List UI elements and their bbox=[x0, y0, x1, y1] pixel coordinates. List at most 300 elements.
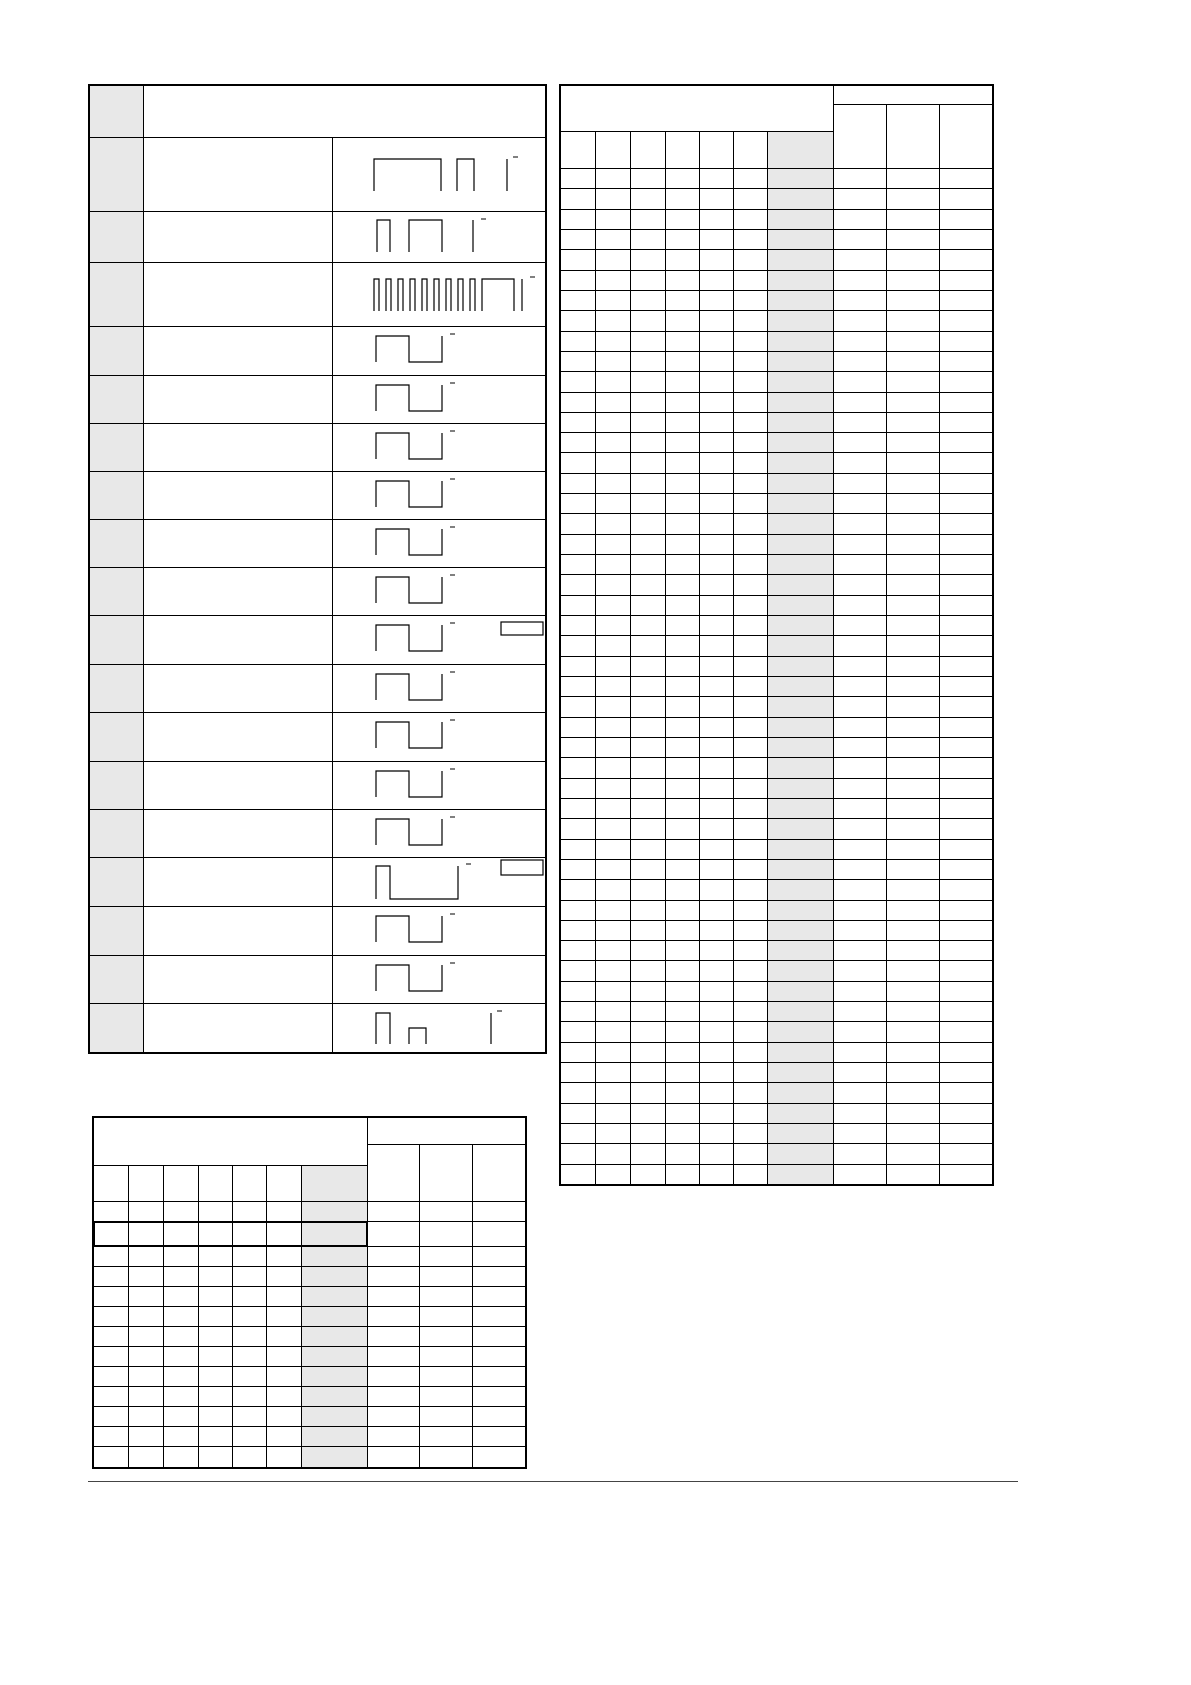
table-cell bbox=[472, 1286, 526, 1307]
table-cell bbox=[665, 1021, 700, 1043]
table-cell bbox=[886, 757, 940, 779]
table-cell bbox=[733, 595, 768, 616]
description-cell bbox=[143, 761, 333, 810]
table-cell bbox=[128, 1286, 164, 1307]
table-cell bbox=[833, 1082, 887, 1104]
table-cell bbox=[665, 310, 700, 332]
table-cell bbox=[699, 940, 734, 961]
table-cell bbox=[733, 432, 768, 453]
waveform-trace bbox=[376, 916, 442, 942]
table-cell bbox=[699, 879, 734, 901]
table-cell bbox=[128, 1266, 164, 1287]
waveform-cell bbox=[332, 857, 546, 907]
table-cell bbox=[939, 331, 993, 352]
table-cell bbox=[630, 473, 666, 494]
table-cell bbox=[630, 656, 666, 677]
table-cell bbox=[665, 595, 700, 616]
table-cell bbox=[939, 473, 993, 494]
table-cell bbox=[939, 452, 993, 474]
table-cell bbox=[699, 229, 734, 250]
table-cell bbox=[886, 940, 940, 961]
table-cell bbox=[699, 818, 734, 840]
table-cell bbox=[630, 879, 666, 901]
table-cell bbox=[699, 168, 734, 189]
shaded-cell bbox=[767, 1062, 834, 1083]
table-cell bbox=[630, 1021, 666, 1043]
header-cell bbox=[939, 104, 993, 169]
table-cell bbox=[595, 412, 631, 433]
description-cell bbox=[143, 567, 333, 616]
table-cell bbox=[630, 676, 666, 697]
shaded-cell bbox=[767, 635, 834, 657]
table-cell bbox=[733, 676, 768, 697]
table-cell bbox=[367, 1386, 420, 1407]
table-cell bbox=[699, 392, 734, 413]
table-cell bbox=[595, 940, 631, 961]
table-cell bbox=[939, 615, 993, 636]
table-cell bbox=[163, 1221, 199, 1247]
table-cell bbox=[595, 879, 631, 901]
table-cell bbox=[665, 839, 700, 860]
table-cell bbox=[886, 249, 940, 271]
shaded-cell bbox=[89, 326, 144, 376]
table-cell bbox=[560, 270, 596, 291]
table-cell bbox=[733, 534, 768, 555]
table-cell bbox=[939, 839, 993, 860]
table-cell bbox=[939, 696, 993, 718]
table-cell bbox=[665, 940, 700, 961]
table-cell bbox=[595, 270, 631, 291]
table-cell bbox=[939, 554, 993, 575]
shaded-cell bbox=[301, 1446, 368, 1468]
table-cell bbox=[833, 432, 887, 453]
table-cell bbox=[939, 859, 993, 880]
table-cell bbox=[886, 534, 940, 555]
waveform-trace bbox=[374, 159, 441, 191]
table-cell bbox=[665, 798, 700, 819]
table-cell bbox=[939, 1062, 993, 1083]
table-cell bbox=[733, 757, 768, 779]
table-cell bbox=[595, 432, 631, 453]
table-cell bbox=[699, 412, 734, 433]
table-cell bbox=[595, 1103, 631, 1124]
table-cell bbox=[93, 1446, 129, 1468]
table-cell bbox=[733, 392, 768, 413]
table-cell bbox=[699, 513, 734, 535]
table-cell bbox=[833, 473, 887, 494]
table-cell bbox=[595, 1164, 631, 1185]
shaded-cell bbox=[89, 615, 144, 665]
table-cell bbox=[939, 1103, 993, 1124]
table-cell bbox=[560, 981, 596, 1002]
table-cell bbox=[939, 290, 993, 311]
table-cell bbox=[886, 656, 940, 677]
table-cell bbox=[163, 1426, 199, 1447]
table-cell bbox=[733, 635, 768, 657]
table-cell bbox=[198, 1286, 233, 1307]
table-cell bbox=[560, 554, 596, 575]
header-cell bbox=[198, 1165, 233, 1202]
shaded-cell bbox=[767, 452, 834, 474]
table-cell bbox=[595, 351, 631, 372]
table-cell bbox=[630, 778, 666, 799]
table-cell bbox=[699, 432, 734, 453]
table-cell bbox=[886, 1143, 940, 1165]
table-cell bbox=[630, 737, 666, 758]
table-cell bbox=[733, 1021, 768, 1043]
table-cell bbox=[367, 1306, 420, 1327]
table-cell bbox=[833, 859, 887, 880]
table-cell bbox=[939, 534, 993, 555]
table-cell bbox=[232, 1446, 267, 1468]
table-cell bbox=[833, 229, 887, 250]
table-cell bbox=[886, 635, 940, 657]
table-cell bbox=[733, 1042, 768, 1063]
table-cell bbox=[699, 574, 734, 596]
table-cell bbox=[665, 615, 700, 636]
table-cell bbox=[266, 1426, 302, 1447]
table-cell bbox=[93, 1406, 129, 1427]
waveform-trace bbox=[376, 819, 442, 845]
shaded-cell bbox=[301, 1346, 368, 1367]
waveform-cell bbox=[332, 906, 546, 956]
table-cell bbox=[266, 1286, 302, 1307]
table-cell bbox=[630, 1082, 666, 1104]
shaded-cell bbox=[767, 818, 834, 840]
header-cell bbox=[665, 131, 700, 169]
waveform-cell bbox=[332, 375, 546, 424]
shaded-cell bbox=[767, 371, 834, 393]
table-cell bbox=[560, 717, 596, 738]
table-cell bbox=[128, 1446, 164, 1468]
waveform-diagram bbox=[333, 858, 546, 907]
waveform-cell bbox=[332, 326, 546, 376]
table-cell bbox=[833, 209, 887, 230]
table-cell bbox=[733, 249, 768, 271]
table-cell bbox=[699, 859, 734, 880]
table-cell bbox=[665, 209, 700, 230]
table-cell bbox=[939, 981, 993, 1002]
table-cell bbox=[560, 595, 596, 616]
description-cell bbox=[143, 326, 333, 376]
table-cell bbox=[833, 513, 887, 535]
table-cell bbox=[733, 798, 768, 819]
table-cell bbox=[665, 676, 700, 697]
table-cell bbox=[128, 1326, 164, 1347]
table-cell bbox=[630, 270, 666, 291]
table-cell bbox=[665, 412, 700, 433]
table-cell bbox=[886, 209, 940, 230]
waveform-cell bbox=[332, 615, 546, 665]
table-cell bbox=[419, 1326, 473, 1347]
shaded-cell bbox=[767, 351, 834, 372]
shaded-header-cell bbox=[767, 131, 834, 169]
table-cell bbox=[733, 310, 768, 332]
table-cell bbox=[886, 452, 940, 474]
table-cell bbox=[560, 818, 596, 840]
header-cell bbox=[232, 1165, 267, 1202]
table-cell bbox=[93, 1326, 129, 1347]
shaded-cell bbox=[767, 1143, 834, 1165]
waveform-cell bbox=[332, 712, 546, 762]
waveform-trace bbox=[409, 1028, 426, 1044]
table-cell bbox=[560, 656, 596, 677]
table-cell bbox=[833, 310, 887, 332]
table-cell bbox=[630, 229, 666, 250]
table-cell bbox=[128, 1386, 164, 1407]
table-cell bbox=[595, 290, 631, 311]
waveform-diagram bbox=[333, 568, 546, 616]
shaded-cell bbox=[767, 676, 834, 697]
table-cell bbox=[733, 1001, 768, 1022]
table-cell bbox=[367, 1406, 420, 1427]
table-cell bbox=[560, 1103, 596, 1124]
table-cell bbox=[419, 1266, 473, 1287]
shaded-cell bbox=[301, 1221, 368, 1247]
table-cell bbox=[939, 1143, 993, 1165]
table-cell bbox=[560, 879, 596, 901]
header-cell bbox=[560, 85, 834, 132]
table-cell bbox=[939, 432, 993, 453]
table-cell bbox=[560, 371, 596, 393]
shaded-cell bbox=[767, 432, 834, 453]
table-cell bbox=[886, 859, 940, 880]
waveform-diagram bbox=[333, 616, 546, 665]
shaded-cell bbox=[767, 249, 834, 271]
table-cell bbox=[939, 493, 993, 514]
table-cell bbox=[595, 574, 631, 596]
table-cell bbox=[833, 717, 887, 738]
table-cell bbox=[699, 778, 734, 799]
table-cell bbox=[699, 473, 734, 494]
table-cell bbox=[886, 412, 940, 433]
shaded-cell bbox=[767, 290, 834, 311]
table-cell bbox=[833, 798, 887, 819]
table-cell bbox=[266, 1346, 302, 1367]
shaded-cell bbox=[301, 1426, 368, 1447]
table-cell bbox=[665, 737, 700, 758]
table-cell bbox=[733, 1082, 768, 1104]
table-cell bbox=[419, 1246, 473, 1267]
table-cell bbox=[630, 859, 666, 880]
table-cell bbox=[886, 1164, 940, 1185]
table-cell bbox=[733, 656, 768, 677]
shaded-cell bbox=[301, 1326, 368, 1347]
table-cell bbox=[833, 1001, 887, 1022]
table-cell bbox=[595, 473, 631, 494]
table-cell bbox=[886, 595, 940, 616]
table-cell bbox=[665, 1103, 700, 1124]
shaded-cell bbox=[89, 857, 144, 907]
table-cell bbox=[163, 1386, 199, 1407]
table-cell bbox=[472, 1366, 526, 1387]
table-cell bbox=[939, 168, 993, 189]
table-cell bbox=[886, 1123, 940, 1144]
waveform-diagram bbox=[333, 907, 546, 956]
table-cell bbox=[266, 1201, 302, 1222]
table-cell bbox=[560, 452, 596, 474]
table-cell bbox=[93, 1386, 129, 1407]
table-cell bbox=[733, 859, 768, 880]
table-cell bbox=[419, 1366, 473, 1387]
table-cell bbox=[163, 1201, 199, 1222]
description-cell bbox=[143, 664, 333, 713]
header-cell bbox=[595, 131, 631, 169]
table-cell bbox=[733, 554, 768, 575]
table-cell bbox=[886, 290, 940, 311]
table-cell bbox=[699, 188, 734, 210]
table-cell bbox=[163, 1286, 199, 1307]
table-cell bbox=[733, 513, 768, 535]
table-cell bbox=[939, 778, 993, 799]
table-cell bbox=[665, 900, 700, 921]
table-cell bbox=[699, 493, 734, 514]
table-cell bbox=[665, 473, 700, 494]
table-cell bbox=[665, 1082, 700, 1104]
table-cell bbox=[939, 595, 993, 616]
table-cell bbox=[939, 1164, 993, 1185]
table-cell bbox=[560, 737, 596, 758]
waveform-trace bbox=[376, 433, 442, 459]
waveform-trace bbox=[376, 674, 442, 700]
shaded-cell bbox=[89, 809, 144, 858]
table-cell bbox=[93, 1221, 129, 1247]
table-cell bbox=[595, 696, 631, 718]
table-cell bbox=[198, 1386, 233, 1407]
table-cell bbox=[939, 818, 993, 840]
table-cell bbox=[665, 656, 700, 677]
table-cell bbox=[833, 615, 887, 636]
table-cell bbox=[699, 920, 734, 941]
table-cell bbox=[595, 534, 631, 555]
table-cell bbox=[128, 1366, 164, 1387]
table-cell bbox=[665, 452, 700, 474]
table-cell bbox=[630, 696, 666, 718]
table-cell bbox=[833, 920, 887, 941]
table-cell bbox=[595, 859, 631, 880]
table-cell bbox=[266, 1446, 302, 1468]
table-cell bbox=[630, 1164, 666, 1185]
shaded-cell bbox=[89, 262, 144, 327]
table-cell bbox=[699, 1042, 734, 1063]
waveform-box bbox=[501, 860, 543, 875]
table-cell bbox=[833, 188, 887, 210]
table-cell bbox=[699, 554, 734, 575]
table-cell bbox=[560, 310, 596, 332]
waveform-cell bbox=[332, 519, 546, 568]
table-cell bbox=[128, 1346, 164, 1367]
table-cell bbox=[595, 493, 631, 514]
table-cell bbox=[699, 1021, 734, 1043]
table-cell bbox=[665, 331, 700, 352]
table-cell bbox=[833, 1062, 887, 1083]
waveform-trace bbox=[376, 336, 442, 362]
table-cell bbox=[939, 920, 993, 941]
table-cell bbox=[699, 615, 734, 636]
table-cell bbox=[665, 1001, 700, 1022]
table-cell bbox=[560, 1021, 596, 1043]
table-cell bbox=[665, 229, 700, 250]
waveform-trace bbox=[457, 159, 474, 191]
table-cell bbox=[595, 371, 631, 393]
table-cell bbox=[833, 960, 887, 982]
table-cell bbox=[560, 432, 596, 453]
table-cell bbox=[833, 818, 887, 840]
table-cell bbox=[886, 798, 940, 819]
table-cell bbox=[630, 818, 666, 840]
table-cell bbox=[232, 1221, 267, 1247]
waveform-diagram bbox=[333, 263, 546, 327]
waveform-trace bbox=[482, 279, 514, 311]
table-cell bbox=[630, 168, 666, 189]
table-cell bbox=[886, 737, 940, 758]
description-cell bbox=[143, 137, 333, 212]
table-cell bbox=[232, 1346, 267, 1367]
table-cell bbox=[560, 351, 596, 372]
table-cell bbox=[630, 331, 666, 352]
waveform-diagram bbox=[333, 810, 546, 858]
table-cell bbox=[733, 1062, 768, 1083]
shaded-cell bbox=[301, 1286, 368, 1307]
waveform-cell bbox=[332, 1003, 546, 1053]
waveform-trace bbox=[376, 529, 442, 555]
table-cell bbox=[886, 615, 940, 636]
description-cell bbox=[143, 615, 333, 665]
table-cell bbox=[560, 1001, 596, 1022]
table-cell bbox=[232, 1386, 267, 1407]
waveform-trace bbox=[446, 279, 451, 311]
waveform-diagram bbox=[333, 762, 546, 810]
table-cell bbox=[699, 798, 734, 819]
small-truth-table bbox=[93, 1117, 526, 1468]
table-cell bbox=[699, 1123, 734, 1144]
table-cell bbox=[699, 1143, 734, 1165]
waveform-box bbox=[501, 622, 543, 635]
table-cell bbox=[699, 656, 734, 677]
shaded-cell bbox=[89, 664, 144, 713]
table-cell bbox=[833, 1021, 887, 1043]
table-cell bbox=[595, 249, 631, 271]
shaded-cell bbox=[89, 1003, 144, 1053]
table-cell bbox=[699, 595, 734, 616]
table-cell bbox=[699, 1103, 734, 1124]
description-cell bbox=[143, 471, 333, 520]
table-cell bbox=[886, 717, 940, 738]
table-cell bbox=[699, 1062, 734, 1083]
header-group-cell bbox=[833, 85, 993, 105]
description-cell bbox=[143, 712, 333, 762]
waveform-diagram bbox=[333, 713, 546, 762]
table-cell bbox=[886, 473, 940, 494]
table-cell bbox=[699, 351, 734, 372]
table-cell bbox=[266, 1366, 302, 1387]
table-cell bbox=[833, 981, 887, 1002]
shaded-cell bbox=[767, 981, 834, 1002]
table-cell bbox=[886, 676, 940, 697]
table-cell bbox=[560, 249, 596, 271]
table-cell bbox=[560, 188, 596, 210]
table-cell bbox=[886, 554, 940, 575]
table-cell bbox=[232, 1286, 267, 1307]
table-cell bbox=[939, 900, 993, 921]
waveform-cell bbox=[332, 761, 546, 810]
table-cell bbox=[699, 209, 734, 230]
table-cell bbox=[833, 331, 887, 352]
waveform-trace bbox=[376, 1013, 390, 1044]
table-cell bbox=[665, 1123, 700, 1144]
table-cell bbox=[560, 574, 596, 596]
table-cell bbox=[367, 1266, 420, 1287]
